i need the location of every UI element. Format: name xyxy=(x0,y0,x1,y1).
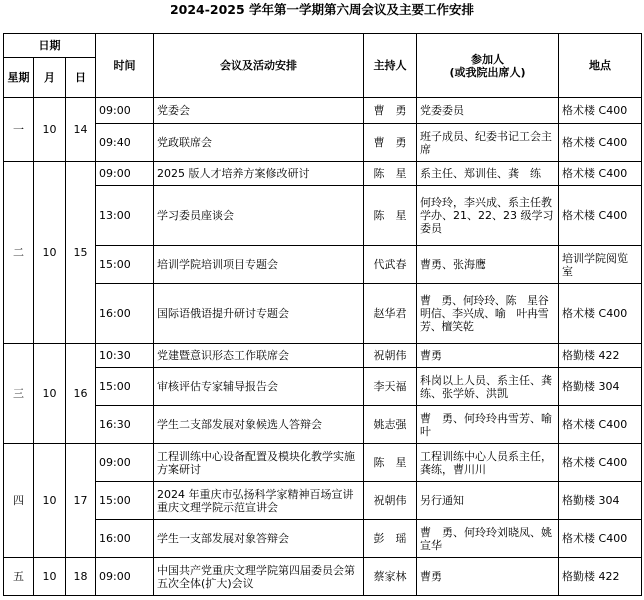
event-cell: 学生一支部发展对象答辩会 xyxy=(154,520,364,558)
host-cell: 祝朝伟 xyxy=(364,344,417,368)
time-cell: 09:40 xyxy=(96,124,154,162)
event-cell: 党建暨意识形态工作联席会 xyxy=(154,344,364,368)
time-cell: 09:00 xyxy=(96,558,154,596)
event-cell: 学生二支部发展对象候选人答辩会 xyxy=(154,406,364,444)
host-cell: 蔡家林 xyxy=(364,558,417,596)
attendees-cell: 系主任、郑训佳、龚 练 xyxy=(417,162,559,186)
host-cell: 曹 勇 xyxy=(364,98,417,124)
table-row xyxy=(4,124,642,162)
host-cell: 赵华君 xyxy=(364,284,417,344)
host-cell: 彭 瑶 xyxy=(364,520,417,558)
header-event: 会议及活动安排 xyxy=(154,34,364,98)
location-cell: 格勤楼 304 xyxy=(559,368,642,406)
header-attendees xyxy=(417,34,559,98)
table-row xyxy=(4,520,642,558)
day-cell: 14 xyxy=(66,98,96,162)
location-cell: 格勤楼 422 xyxy=(559,558,642,596)
location-cell: 格勤楼 422 xyxy=(559,344,642,368)
attendees-cell: 班子成员、纪委书记工会主席 xyxy=(417,124,559,162)
time-cell: 15:00 xyxy=(96,368,154,406)
table-row xyxy=(4,406,642,444)
header-time: 时间 xyxy=(96,34,154,98)
time-cell: 13:00 xyxy=(96,186,154,246)
location-cell: 格术楼 C400 xyxy=(559,406,642,444)
attendees-cell: 工程训练中心人员系主任，龚练，曹川川 xyxy=(417,444,559,482)
table-row xyxy=(4,558,642,596)
table-row xyxy=(4,162,642,186)
table-row xyxy=(4,368,642,406)
host-cell: 陈 星 xyxy=(364,162,417,186)
time-cell: 15:00 xyxy=(96,246,154,284)
month-cell: 10 xyxy=(34,558,66,596)
header-date: 日期 xyxy=(4,34,96,58)
host-cell: 祝朝伟 xyxy=(364,482,417,520)
header-month: 月 xyxy=(34,58,66,98)
attendees-cell: 曹 勇、何玲玲冉雪芳、喻 叶 xyxy=(417,406,559,444)
table-row xyxy=(4,444,642,482)
location-cell: 培训学院阅览室 xyxy=(559,246,642,284)
event-cell: 2024 年重庆市弘扬科学家精神百场宣讲重庆文理学院示范宣讲会 xyxy=(154,482,364,520)
time-cell: 16:30 xyxy=(96,406,154,444)
location-cell: 格术楼 C400 xyxy=(559,162,642,186)
weekday-cell: 三 xyxy=(4,344,34,444)
location-cell: 格术楼 C400 xyxy=(559,98,642,124)
location-cell: 格术楼 C400 xyxy=(559,520,642,558)
attendees-cell: 党委委员 xyxy=(417,98,559,124)
attendees-cell: 曹 勇、何玲玲刘晓凤、姚宣华 xyxy=(417,520,559,558)
header-location: 地点 xyxy=(559,34,642,98)
event-cell: 工程训练中心设备配置及模块化教学实施方案研讨 xyxy=(154,444,364,482)
attendees-cell: 曹勇 xyxy=(417,558,559,596)
event-cell: 2025 版人才培养方案修改研讨 xyxy=(154,162,364,186)
month-cell: 10 xyxy=(34,162,66,344)
table-row xyxy=(4,482,642,520)
location-cell: 格术楼 C400 xyxy=(559,186,642,246)
header-host: 主持人 xyxy=(364,34,417,98)
weekday-cell: 四 xyxy=(4,444,34,558)
header-attendees-line1: 参加人 xyxy=(471,52,505,66)
table-row xyxy=(4,344,642,368)
time-cell: 15:00 xyxy=(96,482,154,520)
attendees-cell: 曹勇 xyxy=(417,344,559,368)
event-cell: 审核评估专家辅导报告会 xyxy=(154,368,364,406)
host-cell: 曹 勇 xyxy=(364,124,417,162)
location-cell: 格勤楼 304 xyxy=(559,482,642,520)
time-cell: 09:00 xyxy=(96,98,154,124)
weekday-cell: 一 xyxy=(4,98,34,162)
month-cell: 10 xyxy=(34,344,66,444)
time-cell: 09:00 xyxy=(96,444,154,482)
event-cell: 中国共产党重庆文理学院第四届委员会第五次全体(扩大)会议 xyxy=(154,558,364,596)
page-title: 2024-2025 学年第一学期第六周会议及主要工作安排 xyxy=(169,2,475,17)
weekday-cell: 五 xyxy=(4,558,34,596)
host-cell: 姚志强 xyxy=(364,406,417,444)
location-cell: 格术楼 C400 xyxy=(559,124,642,162)
table-row xyxy=(4,246,642,284)
time-cell: 10:30 xyxy=(96,344,154,368)
day-cell: 15 xyxy=(66,162,96,344)
event-cell: 培训学院培训项目专题会 xyxy=(154,246,364,284)
table-row xyxy=(4,98,642,124)
time-cell: 16:00 xyxy=(96,520,154,558)
day-cell: 16 xyxy=(66,344,96,444)
header-day: 日 xyxy=(66,58,96,98)
month-cell: 10 xyxy=(34,98,66,162)
event-cell: 学习委员座谈会 xyxy=(154,186,364,246)
host-cell: 陈 星 xyxy=(364,444,417,482)
time-cell: 16:00 xyxy=(96,284,154,344)
attendees-cell: 曹 勇、何玲玲、陈 星谷明信、李兴成、喻 叶冉雪芳、檀笑乾 xyxy=(417,284,559,344)
event-cell: 国际语俄语提升研讨专题会 xyxy=(154,284,364,344)
day-cell: 17 xyxy=(66,444,96,558)
event-cell: 党委会 xyxy=(154,98,364,124)
location-cell: 格术楼 C400 xyxy=(559,444,642,482)
attendees-cell: 另行通知 xyxy=(417,482,559,520)
month-cell: 10 xyxy=(34,444,66,558)
table-row xyxy=(4,284,642,344)
header-weekday: 星期 xyxy=(4,58,34,98)
attendees-cell: 科岗以上人员、系主任、龚练、张学娇、洪凯 xyxy=(417,368,559,406)
location-cell: 格术楼 C400 xyxy=(559,284,642,344)
attendees-cell: 曹勇、张海鹰 xyxy=(417,246,559,284)
time-cell: 09:00 xyxy=(96,162,154,186)
weekday-cell: 二 xyxy=(4,162,34,344)
table-row xyxy=(4,186,642,246)
event-cell: 党政联席会 xyxy=(154,124,364,162)
attendees-cell: 何玲玲，李兴成、系主任教学办、21、22、23 级学习委员 xyxy=(417,186,559,246)
host-cell: 代武春 xyxy=(364,246,417,284)
schedule-table xyxy=(3,33,642,596)
header-attendees-line2: (或我院出席人) xyxy=(449,65,526,79)
host-cell: 陈 星 xyxy=(364,186,417,246)
day-cell: 18 xyxy=(66,558,96,596)
host-cell: 李天福 xyxy=(364,368,417,406)
